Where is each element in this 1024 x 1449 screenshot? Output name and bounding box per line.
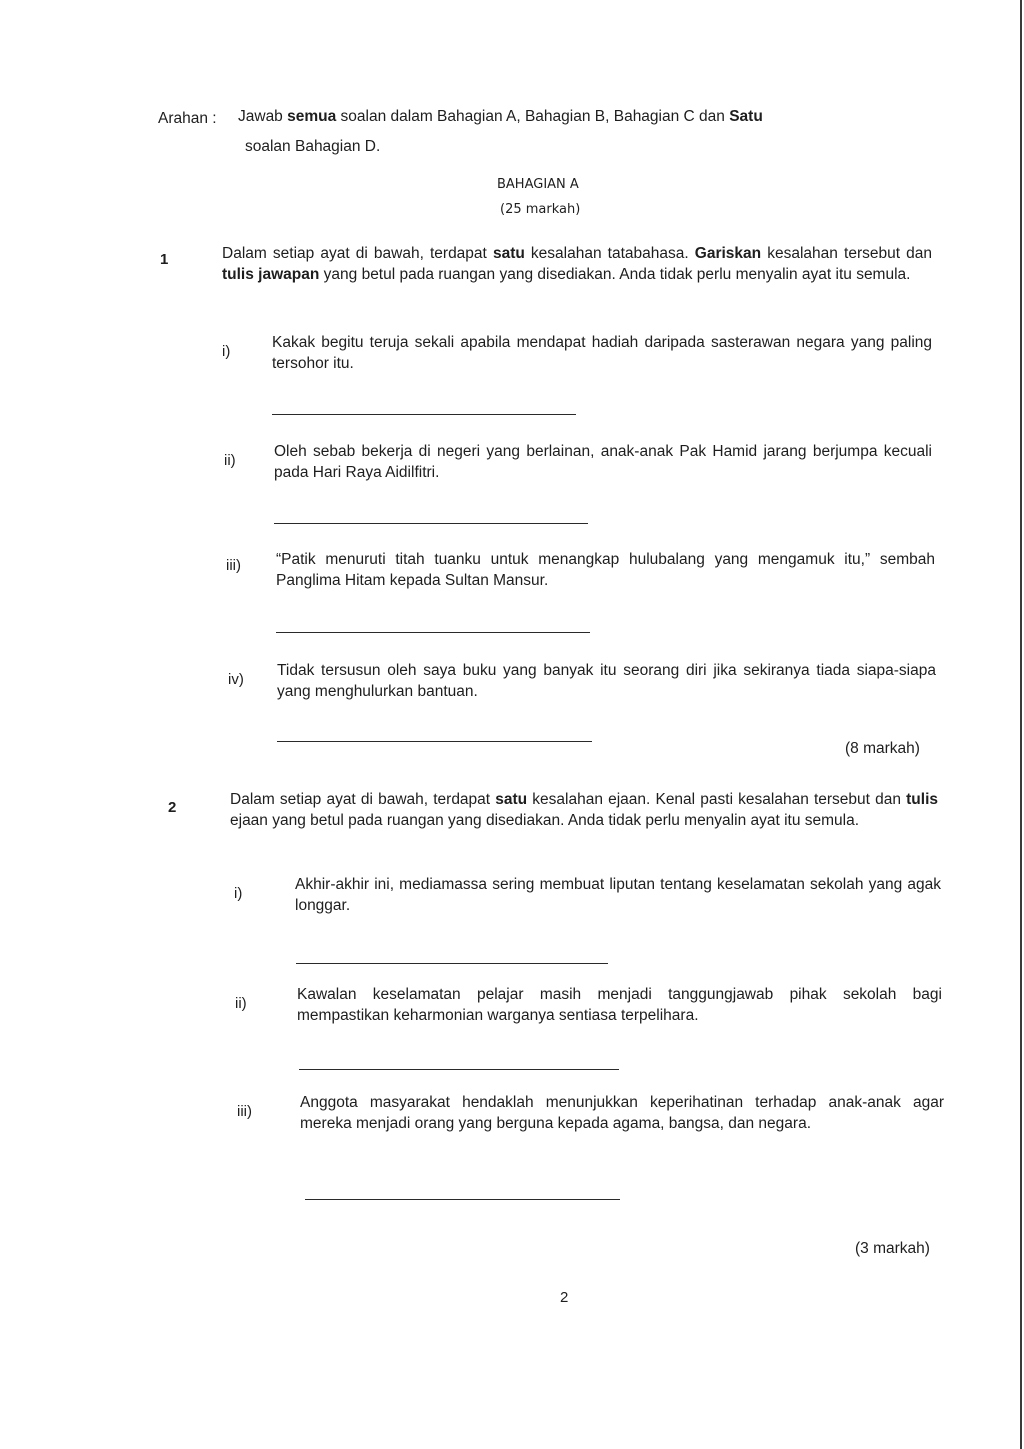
- section-title: BAHAGIAN A: [497, 177, 579, 192]
- question-text: kesalahan tatabahasa.: [524, 245, 695, 262]
- instructions-text: soalan dalam Bahagian A, Bahagian B, Bahagian C dan: [336, 108, 730, 125]
- instructions-line-1: [238, 106, 898, 127]
- q2-item-2-label: ii): [235, 995, 247, 1012]
- question-text: kesalahan tersebut dan: [761, 245, 932, 262]
- question-2-number: 2: [168, 799, 177, 816]
- question-1-number: 1: [160, 251, 169, 268]
- q1-item-3-label: iii): [226, 557, 241, 574]
- question-text: kesalahan ejaan. Kenal pasti kesalahan tersebut dan: [527, 791, 907, 808]
- instructions-line-2: soalan Bahagian D.: [245, 138, 381, 155]
- q1-item-3-answer-line[interactable]: [276, 632, 590, 633]
- q2-marks: (3 markah): [855, 1240, 930, 1257]
- question-emphasis: tulis jawapan: [222, 266, 320, 283]
- instructions-emphasis-semua: semua: [287, 108, 337, 125]
- q2-item-3-label: iii): [237, 1103, 252, 1120]
- question-emphasis: tulis: [906, 791, 939, 808]
- q2-item-2-answer-line[interactable]: [299, 1069, 619, 1070]
- section-marks: (25 markah): [500, 202, 581, 217]
- q2-item-2-text: Kawalan keselamatan pelajar masih menjadi tanggungjawab pihak sekolah bagi mempastikan keharmonian warganya sentiasa terpelihara.: [297, 986, 942, 1024]
- instructions-label: Arahan :: [158, 110, 217, 127]
- q1-marks: (8 markah): [845, 740, 920, 757]
- question-text: ejaan yang betul pada ruangan yang disediakan. Anda tidak perlu menyalin ayat itu semula.: [230, 812, 860, 829]
- question-2-instructions: [230, 789, 938, 831]
- scan-edge-line: [1020, 0, 1022, 1449]
- q2-item-1-text: Akhir-akhir ini, mediamassa sering membuat liputan tentang keselamatan sekolah yang agak longgar.: [295, 876, 941, 914]
- q1-item-4-label: iv): [228, 671, 244, 688]
- question-text: Dalam setiap ayat di bawah, terdapat: [230, 791, 496, 808]
- question-emphasis: satu: [495, 791, 528, 808]
- q2-item-1-label: i): [234, 885, 243, 902]
- q1-item-3-text: “Patik menuruti titah tuanku untuk menangkap hulubalang yang mengamuk itu,” sembah Panglima Hitam kepada Sultan Mansur.: [276, 551, 935, 589]
- question-1-instructions: [222, 243, 932, 285]
- instructions-text: Jawab: [238, 108, 288, 125]
- q2-item-1-answer-line[interactable]: [296, 963, 608, 964]
- instructions-emphasis-satu: Satu: [729, 108, 763, 125]
- q1-item-2-text: Oleh sebab bekerja di negeri yang berlainan, anak-anak Pak Hamid jarang berjumpa kecuali pada Hari Raya Aidilfitri.: [274, 443, 932, 481]
- question-emphasis: Gariskan: [694, 245, 762, 262]
- question-text: Dalam setiap ayat di bawah, terdapat: [222, 245, 493, 262]
- q2-item-3-answer-line[interactable]: [305, 1199, 620, 1200]
- q1-item-4-text: Tidak tersusun oleh saya buku yang banyak itu seorang diri jika sekiranya tiada siapa-siapa yang menghulurkan bantuan.: [277, 662, 936, 700]
- q1-item-4-answer-line[interactable]: [277, 741, 592, 742]
- q1-item-1-label: i): [222, 343, 231, 360]
- q1-item-2-answer-line[interactable]: [274, 523, 588, 524]
- q1-item-2-label: ii): [224, 452, 236, 469]
- page-number: 2: [560, 1289, 569, 1306]
- question-text: yang betul pada ruangan yang disediakan. Anda tidak perlu menyalin ayat itu semula.: [319, 266, 911, 283]
- q2-item-3-text: Anggota masyarakat hendaklah menunjukkan keperihatinan terhadap anak-anak agar mereka menjadi orang yang berguna kepada agama, bangsa, dan negara.: [300, 1094, 944, 1132]
- q1-item-1-answer-line[interactable]: [272, 414, 576, 415]
- question-emphasis: satu: [492, 245, 525, 262]
- q1-item-1-text: Kakak begitu teruja sekali apabila mendapat hadiah daripada sasterawan negara yang paling tersohor itu.: [272, 334, 932, 372]
